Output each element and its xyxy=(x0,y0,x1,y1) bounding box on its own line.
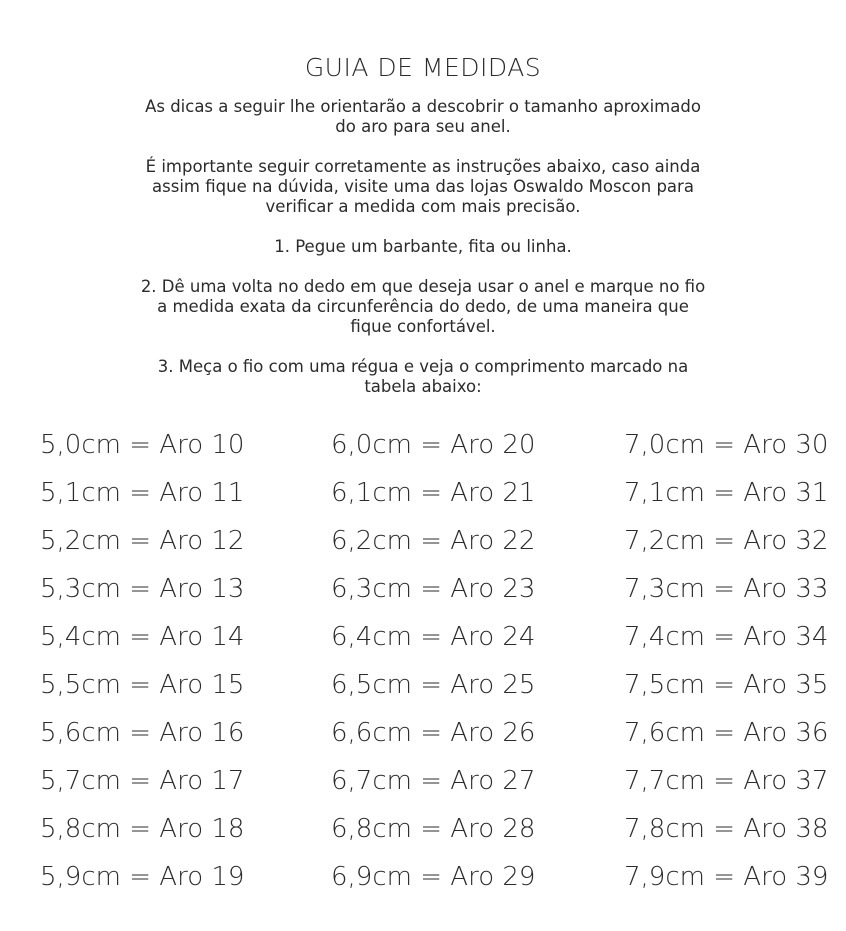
intro-paragraph: As dicas a seguir lhe orientarão a descobrir o tamanho aproximado do aro para seu anel. xyxy=(145,97,701,136)
size-row: 6,0cm = Aro 20 xyxy=(331,430,536,460)
size-row: 7,5cm = Aro 35 xyxy=(624,670,829,700)
size-column-7cm xyxy=(624,424,828,904)
size-row: 6,1cm = Aro 21 xyxy=(331,478,536,508)
size-row: 5,7cm = Aro 17 xyxy=(40,766,245,796)
size-row: 6,6cm = Aro 26 xyxy=(331,718,536,748)
size-row: 7,3cm = Aro 33 xyxy=(624,574,829,604)
size-row: 6,4cm = Aro 24 xyxy=(331,622,536,652)
intro-paragraph: É importante seguir corretamente as instruções abaixo, caso ainda assim fique na dúvida, visite uma das lojas Oswaldo Moscon para verificar a medida com mais precisão. xyxy=(145,157,701,216)
size-row: 6,5cm = Aro 25 xyxy=(331,670,536,700)
size-row: 5,6cm = Aro 16 xyxy=(40,718,245,748)
size-row: 6,8cm = Aro 28 xyxy=(331,814,536,844)
size-row: 5,2cm = Aro 12 xyxy=(40,526,245,556)
size-row: 5,8cm = Aro 18 xyxy=(40,814,245,844)
size-row: 7,0cm = Aro 30 xyxy=(624,430,829,460)
size-row: 7,7cm = Aro 37 xyxy=(624,766,829,796)
size-row: 7,4cm = Aro 34 xyxy=(624,622,829,652)
size-row: 6,3cm = Aro 23 xyxy=(331,574,536,604)
size-row: 5,5cm = Aro 15 xyxy=(40,670,245,700)
page-title: GUIA DE MEDIDAS xyxy=(304,52,542,82)
size-column-6cm xyxy=(331,424,535,904)
size-row: 7,8cm = Aro 38 xyxy=(624,814,829,844)
instructions xyxy=(140,97,706,417)
size-row: 6,7cm = Aro 27 xyxy=(331,766,536,796)
size-column-5cm xyxy=(40,424,244,904)
size-row: 6,9cm = Aro 29 xyxy=(331,862,536,892)
size-row: 5,1cm = Aro 11 xyxy=(40,478,245,508)
size-table xyxy=(0,424,846,904)
step-2: 2. Dê uma volta no dedo em que deseja usar o anel e marque no fio a medida exata da circunferência do dedo, de uma maneira que fique confortável. xyxy=(140,277,706,336)
size-row: 5,3cm = Aro 13 xyxy=(40,574,245,604)
size-row: 7,1cm = Aro 31 xyxy=(624,478,829,508)
size-row: 5,0cm = Aro 10 xyxy=(40,430,245,460)
size-row: 5,4cm = Aro 14 xyxy=(40,622,245,652)
size-row: 7,2cm = Aro 32 xyxy=(624,526,829,556)
size-row: 7,9cm = Aro 39 xyxy=(624,862,829,892)
step-3: 3. Meça o fio com uma régua e veja o comprimento marcado na tabela abaixo: xyxy=(157,357,689,396)
size-row: 5,9cm = Aro 19 xyxy=(40,862,245,892)
size-row: 6,2cm = Aro 22 xyxy=(331,526,536,556)
step-1: 1. Pegue um barbante, fita ou linha. xyxy=(274,237,572,256)
size-row: 7,6cm = Aro 36 xyxy=(624,718,829,748)
